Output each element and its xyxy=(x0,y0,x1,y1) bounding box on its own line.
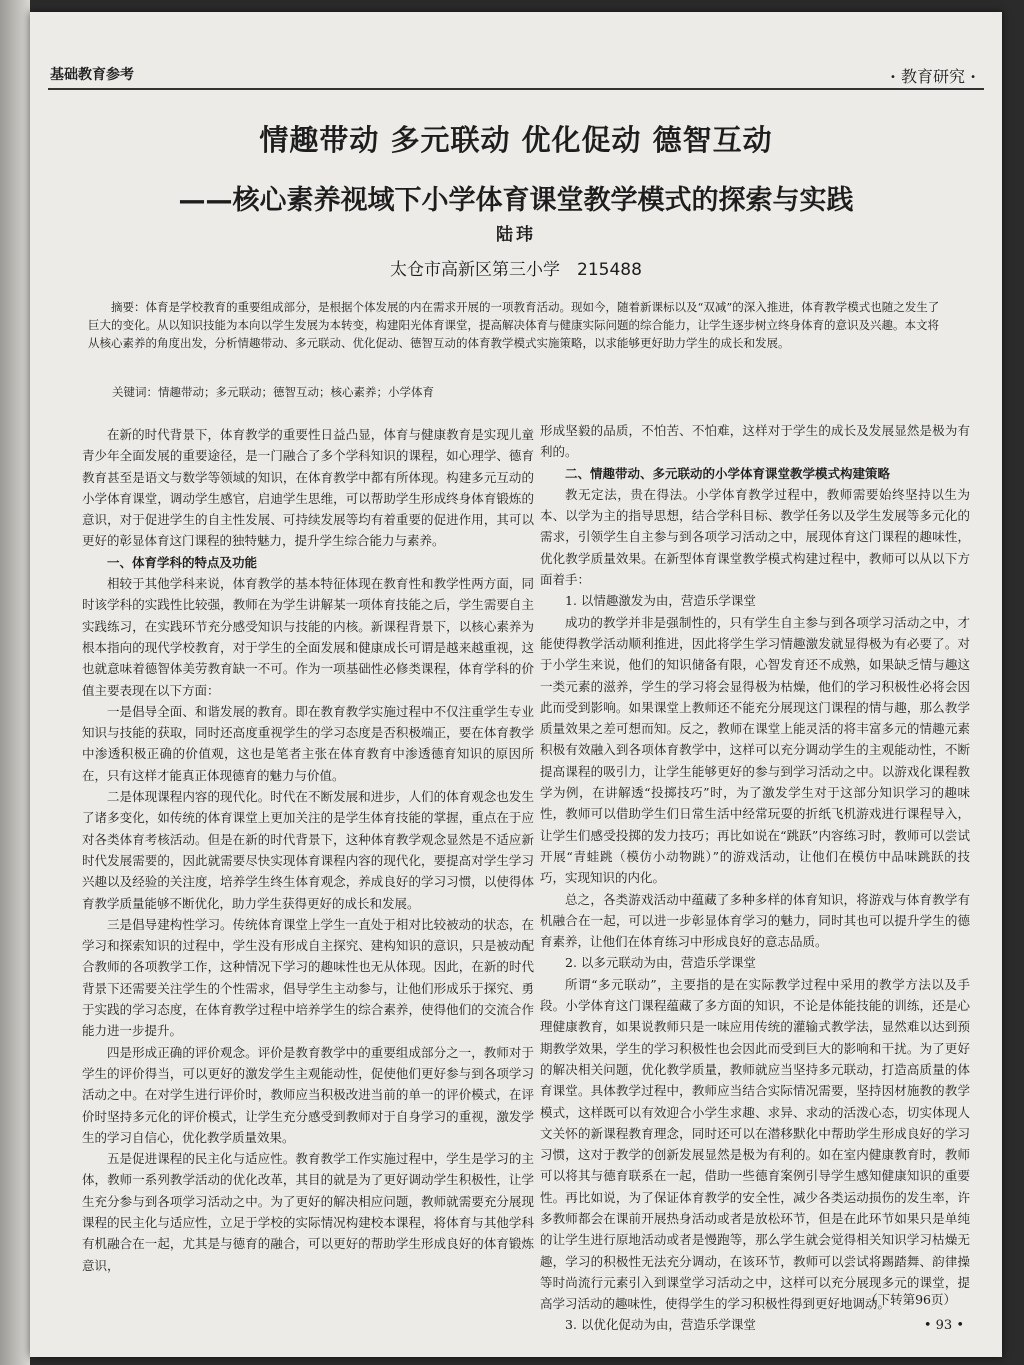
bullet-icon: • xyxy=(889,72,896,83)
article-subtitle: ——核心素养视域下小学体育课堂教学模式的探索与实践 xyxy=(178,185,854,216)
header-rule xyxy=(48,88,984,90)
journal-page xyxy=(30,12,1002,1357)
page-number: • 93 • xyxy=(923,1318,964,1333)
paragraph: 在新的时代背景下，体育教学的重要性日益凸显，体育与健康教育是实现儿童青少年全面发展的重要途径，是一门融合了多个学科知识的课程，如心理学、德育教育甚至是语文与数学等领域的知识，在体育教学中都有所体现。构建多元互动的小学体育课堂，调动学生感官，启迪学生思维，可以帮助学生形成终身体育锻炼的意识，对于促进学生的自主性发展、可持续发展等均有着重要的促进作用，其可以更好的彰显体育这门课程的独特魅力，提升学生综合能力与素养。 xyxy=(82,427,534,549)
paragraph: 三是倡导建构性学习。传统体育课堂上学生一直处于相对比较被动的状态，在学习和探索知识的过程中，学生没有形成自主探究、建构知识的意识，只是被动配合教师的各项教学工作，这种情况下学习的趣味性也无从体现。因此，在新的时代背景下还需要关注学生的个性需求，倡导学生主动参与，让他们形成乐于探究、勇于实践的学习态度，在体育教学过程中培养学生的综合素养，使得他们的交流合作能力进一步提升。 xyxy=(82,916,534,1039)
author-affiliation: 太仓市高新区第三小学 215488 xyxy=(390,260,642,280)
section-heading: 一、体育学科的特点及功能 xyxy=(107,554,258,570)
section-label xyxy=(890,64,976,87)
paragraph: 四是形成正确的评价观念。评价是教育教学中的重要组成部分之一，教师对于学生的评价得当，可以更好的激发学生主观能动性，促使他们更好参与到各项学习活动之中。在对学生进行评价时，教师应当积极改进当前的单一的评价模式，在评价时坚持多元化的评价模式，让学生充分感受到教师对于自身学习的重视，激发学生的学习自信心，优化教学质量效果。 xyxy=(82,1044,534,1145)
paragraph: 二是体现课程内容的现代化。时代在不断发展和进步，人们的体育观念也发生了诸多变化，如传统的体育课堂上更加关注的是学生体育技能的掌握，重点在于应对各类体育考核活动。但是在新的时代背景下，这种体育教学观念显然是不适应新时代发展需要的，因此就需要尽快实现体育课程内容的现代化，要提高对学生学习兴趣以及经验的关注度，培养学生终生体育观念，养成良好的学习习惯，以使得体育教学质量能够不断优化，助力学生获得更好的成长和发展。 xyxy=(82,789,534,911)
paragraph: 相较于其他学科来说，体育教学的基本特征体现在教育性和教学性两方面，同时该学科的实践性比较强，教师在为学生讲解某一项体育技能之后，学生需要自主实践练习，在实践环节充分感受知识与技能的内核。新课程背景下，以核心素养为根本指向的现代学校教育，对于学生的全面发展和健康成长可谓是越来越重视，这也就意味着德智体美劳教育缺一不可。作为一项基础性必修类课程，体育学科的价值主要表现在以下方面： xyxy=(82,576,534,698)
right-column xyxy=(540,420,970,1336)
author-name: 陆玮 xyxy=(496,225,536,245)
subsection-heading: 1. 以情趣激发为由，营造乐学课堂 xyxy=(565,593,756,609)
abstract: 摘要：体育是学校教育的重要组成部分，是根据个体发展的内在需求开展的一项教育活动。现如今，随着新课标以及“双减”的深入推进，体育教学模式也随之发生了巨大的变化。从以知识技能为本向以学生发展为本转变，构建阳光体育课堂，提高解决体育与健康实际问题的综合能力，让学生逐步树立终身体育的意识及兴趣。本文将从核心素养的角度出发，分析情趣带动、多元联动、优化促动、德智互动的体育教学模式实施策略，以求能够更好助力学生的成长和发展。 xyxy=(88,300,940,350)
continued-note: （下转第96页） xyxy=(865,1292,956,1307)
section-name: 教育研究 xyxy=(900,67,965,86)
paragraph: 成功的教学并非是强制性的，只有学生自主参与到各项学习活动之中，才能使得教学活动顺利推进，因此将学生学习情趣激发就显得极为有必要了。对于小学生来说，他们的知识储备有限，心智发育还不成熟，如果缺乏情与趣这一类元素的滋养，学生的学习将会显得极为枯燥，他们的学习积极性必将会因此而受到影响。如果课堂上教师还不能充分展现这门课程的情与趣，那么教学质量效果之差可想而知。反之，教师在课堂上能灵活的将丰富多元的情趣元素积极有效融入到各项体育教学中，这样可以充分调动学生的主观能动性，不断提高课程的吸引力，让学生能够更好的参与到学习活动之中。以游戏化课程教学为例，在讲解透“投掷技巧”时，为了激发学生对于这部分知识学习的趣味性，教师可以借助学生们日常生活中经常玩耍的折纸飞机游戏进行课程导入，让学生们感受投掷的发力技巧；再比如说在“跳跃”内容练习时，教师可以尝试开展“青蛙跳（模仿小动物跳）”的游戏活动，让他们在模仿中品味跳跃的技巧，实现知识的内化。 xyxy=(540,614,970,886)
bullet-icon: • xyxy=(970,72,976,83)
journal-name: 基础教育参考 xyxy=(50,67,134,83)
subsection-heading: 3. 以优化促动为由，营造乐学课堂 xyxy=(565,1317,756,1333)
paragraph: 总之，各类游戏活动中蕴藏了多种多样的体育知识，将游戏与体育教学有机融合在一起，可以进一步彰显体育学习的魅力，同时其也可以提升学生的德育素养，让他们在体育练习中形成良好的意志品质。 xyxy=(540,891,970,950)
paragraph: 形成坚毅的品质，不怕苦、不怕难，这样对于学生的成长及发展显然是极为有利的。 xyxy=(540,423,970,460)
paragraph: 所谓“多元联动”，主要指的是在实际教学过程中采用的教学方法以及手段。小学体育这门课程蕴藏了多方面的知识，不论是体能技能的训练，还是心理健康教育，如果说教师只是一味应用传统的灌输式教学法，显然难以达到预期教学效果，学生的学习积极性也会因此而受到巨大的影响和干扰。为了更好的解决相关问题，优化教学质量，教师就应当坚持多元联动，打造高质量的体育课堂。具体教学过程中，教师应当结合实际情况需要，坚持因材施教的教学模式，这样既可以有效迎合小学生求趣、求异、求动的活泼心态，切实体现人文关怀的新课程教育理念，同时还可以在潜移默化中帮助学生形成良好的学习习惯，这对于教学的创新发展显然是极为有利的。如在室内健康教育时，教师可以将其与德育联系在一起，借助一些德育案例引导学生感知健康知识的重要性。再比如说，为了保证体育教学的安全性，减少各类运动损伤的发生率，许多教师都会在课前开展热身活动或者是放松环节，但是在此环节如果只是单纯的让学生进行原地活动或者是慢跑等，那么学生就会觉得相关知识学习枯燥无趣，学习的积极性无法充分调动，在该环节，教师可以尝试将踢踏舞、韵律操等时尚流行元素引入到课堂学习活动之中，这样可以充分展现多元的课堂，提高学习活动的趣味性，使得学生的学习积极性得到更好地调动。 xyxy=(540,976,970,1312)
paragraph: 五是促进课程的民主化与适应性。教育教学工作实施过程中，学生是学习的主体，教师一系列教学活动的优化改革，其目的就是为了更好调动学生积极性，让学生充分参与到各项学习活动之中。为了更好的解决相应问题，教师就需要充分展现课程的民主化与适应性，立足于学校的实际情况构建校本课程，将体育与其他学科有机融合在一起，尤其是与德育的融合，可以更好的帮助学生形成良好的体育锻炼意识， xyxy=(82,1151,534,1273)
adjacent-page-edge xyxy=(0,0,30,1365)
section-heading: 二、情趣带动、多元联动的小学体育课堂教学模式构建策略 xyxy=(565,465,891,481)
subsection-heading: 2. 以多元联动为由，营造乐学课堂 xyxy=(565,955,756,971)
paragraph: 教无定法，贵在得法。小学体育教学过程中，教师需要始终坚持以生为本、以学为主的指导思想，结合学科目标、教学任务以及学生发展等多元化的需求，引领学生自主参与到各项学习活动之中，展现体育这门课程的趣味性，优化教学质量效果。在新型体育课堂教学模式构建过程中，教师可以从以下方面着手： xyxy=(540,486,970,588)
left-column xyxy=(82,424,534,1276)
keywords: 关键词：情趣带动；多元联动；德智互动；核心素养；小学体育 xyxy=(112,385,434,399)
article-title: 情趣带动 多元联动 优化促动 德智互动 xyxy=(259,123,773,157)
paragraph: 一是倡导全面、和谐发展的教育。即在教育教学实施过程中不仅注重学生专业知识与技能的获取，同时还高度重视学生的学习态度是否积极端正，要在体育教学中渗透积极正确的价值观，这也是笔者主张在体育教育中渗透德育知识的原因所在，只有这样才能真正体现德育的魅力与价值。 xyxy=(82,703,534,783)
